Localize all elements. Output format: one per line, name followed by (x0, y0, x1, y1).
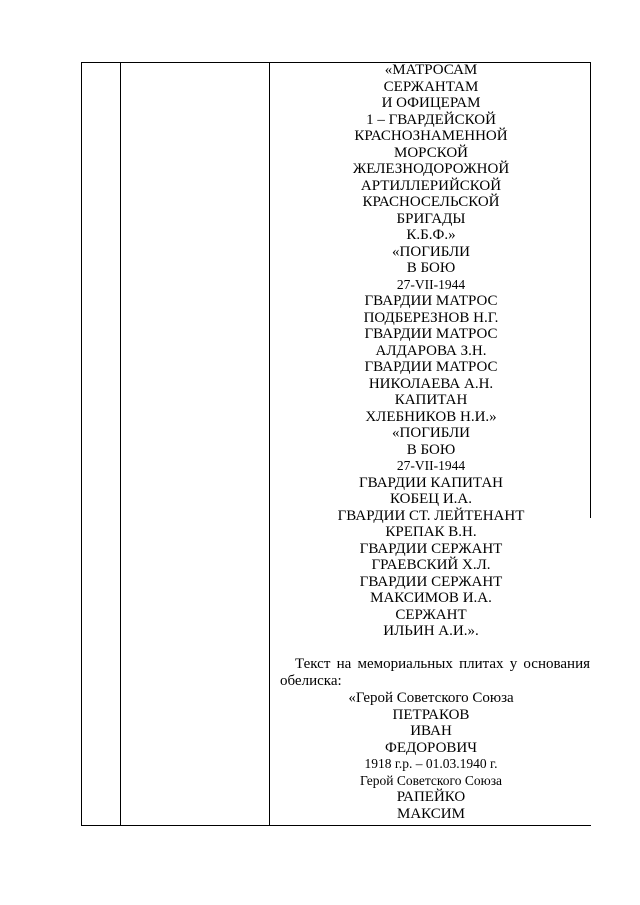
inscription-line: СЕРЖАНТ (395, 606, 467, 623)
inscription-line: НИКОЛАЕВА А.Н. (368, 375, 494, 392)
table-right-border (590, 62, 591, 518)
inscription-line: ГВАРДИИ МАТРОС (364, 326, 498, 342)
inscription-line: ГВАРДИИ СЕРЖАНТ (359, 540, 503, 557)
inscription-line: ХЛЕБНИКОВ Н.И.» (365, 408, 497, 425)
inscription-line: МОРСКОЙ (394, 144, 468, 161)
plate-line: МАКСИМ (397, 805, 465, 822)
inscription-line: МАКСИМОВ И.А. (370, 590, 492, 606)
table-left-border (81, 62, 82, 826)
inscription-line: КРАСНОЗНАМЕННОЙ (354, 128, 508, 144)
column-divider-1 (120, 62, 121, 826)
inscription-line: ПОДБЕРЕЗНОВ Н.Г. (363, 309, 499, 326)
inscription-line: СЕРЖАНТАМ (383, 78, 479, 95)
inscription-line: КРЕПАК В.Н. (385, 524, 477, 540)
inscription-line: ГВАРДИИ КАПИТАН (358, 474, 503, 491)
inscription-line: «МАТРОСАМ (384, 62, 478, 78)
plate-line: «Герой Советского Союза (348, 690, 514, 706)
inscription-line: ГВАРДИИ МАТРОС (364, 293, 498, 309)
inscription-line: «ПОГИБЛИ (392, 243, 470, 260)
inscription-line: КАПИТАН (394, 392, 468, 408)
plate-line: ПЕТРАКОВ (392, 706, 470, 723)
inscription-line: «ПОГИБЛИ (392, 425, 470, 441)
inscription-line: 1 – ГВАРДЕЙСКОЙ (366, 111, 496, 128)
inscription-line: К.Б.Ф.» (406, 227, 456, 243)
inscription-line: ИЛЬИН А.И.». (383, 623, 479, 639)
inscription-line: 27-VII-1944 (396, 276, 466, 292)
inscription-line: АРТИЛЛЕРИЙСКОЙ (360, 177, 502, 194)
inscription-line: КРАСНОСЕЛЬСКОЙ (362, 194, 500, 210)
paragraph-text: Текст на мемориальных плитах у основания обелиска: (280, 656, 590, 689)
table-bottom-border (81, 825, 591, 826)
plate-line: Герой Советского Союза (359, 772, 503, 788)
plate-line: РАПЕЙКО (396, 789, 466, 805)
inscription-line: В БОЮ (406, 260, 456, 276)
inscription-line: КОБЕЦ И.А. (390, 491, 472, 507)
inscription-line: ГВАРДИИ СТ. ЛЕЙТЕНАНТ (337, 507, 525, 524)
inscription-line: ГВАРДИИ СЕРЖАНТ (359, 573, 503, 590)
inscription-line: БРИГАДЫ (396, 210, 466, 227)
inscription-line: ГВАРДИИ МАТРОС (364, 359, 498, 375)
inscription-line: В БОЮ (406, 441, 456, 458)
inscription-line: 27-VII-1944 (396, 458, 466, 473)
plate-text (272, 690, 590, 822)
column-divider-2 (269, 62, 270, 826)
inscription-text (272, 62, 590, 640)
plate-line: ФЕДОРОВИЧ (384, 739, 478, 756)
inscription-line: АЛДАРОВА З.Н. (375, 342, 487, 359)
plate-line: ИВАН (410, 723, 452, 739)
inscription-line: ЖЕЛЕЗНОДОРОЖНОЙ (352, 161, 510, 177)
inscription-line: ГРАЕВСКИЙ Х.Л. (371, 557, 491, 573)
plate-line: 1918 г.р. – 01.03.1940 г. (364, 756, 498, 771)
inscription-line: И ОФИЦЕРАМ (381, 95, 481, 111)
